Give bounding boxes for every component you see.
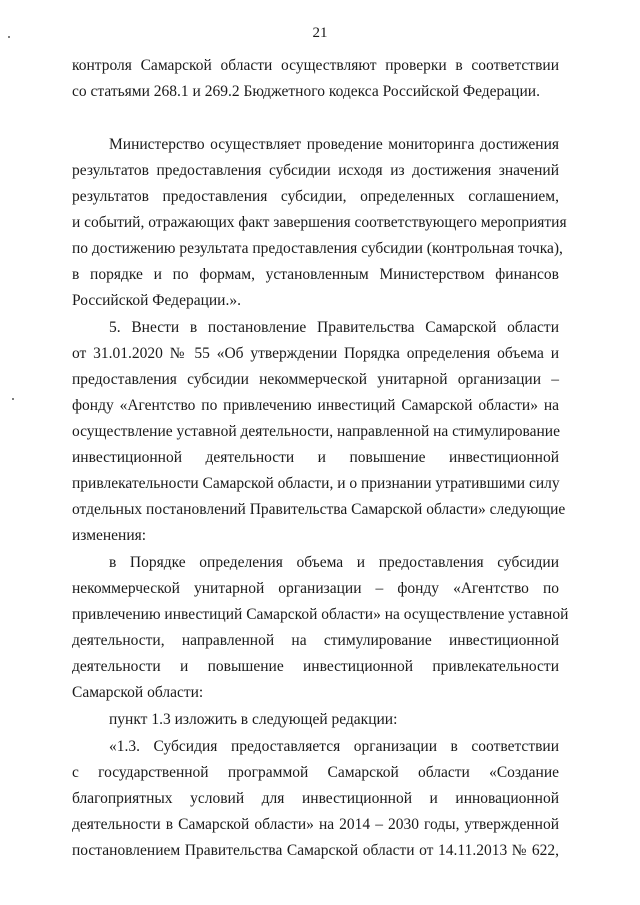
text-line: изменения: bbox=[72, 527, 147, 544]
text-line: и событий, отражающих факт завершения соответствующего мероприятия bbox=[72, 214, 567, 231]
text-line: предоставления субсидии некоммерческой унитарной организации – bbox=[72, 371, 559, 388]
text-line: привлечению инвестиций Самарской области» на осуществление уставной bbox=[72, 606, 569, 623]
text-line: Министерство осуществляет проведение мониторинга достижения bbox=[109, 136, 559, 153]
scan-speck bbox=[8, 36, 10, 38]
text-line: благоприятных условий для инвестиционной и инновационной bbox=[72, 790, 559, 807]
text-line: фонду «Агентство по привлечению инвестиций Самарской области» на bbox=[72, 397, 559, 414]
text-line: постановлением Правительства Самарской области от 14.11.2013 № 622, bbox=[72, 842, 559, 859]
text-line: с государственной программой Самарской области «Создание bbox=[72, 764, 559, 781]
text-line: инвестиционной деятельности и повышение инвестиционной bbox=[72, 449, 559, 466]
text-line: 5. Внести в постановление Правительства Самарской области bbox=[109, 319, 559, 336]
text-line: в Порядке определения объема и предоставления субсидии bbox=[109, 554, 559, 571]
text-line: результатов предоставления субсидии исходя из достижения значений bbox=[72, 162, 559, 179]
text-line: привлекательности Самарской области, и о признании утратившими силу bbox=[72, 475, 560, 492]
text-line: в порядке и по формам, установленным Министерством финансов bbox=[72, 266, 559, 283]
text-line: результатов предоставления субсидии, определенных соглашением, bbox=[72, 188, 559, 205]
text-line: пункт 1.3 изложить в следующей редакции: bbox=[109, 711, 398, 728]
text-line: Самарской области: bbox=[72, 684, 204, 701]
text-line: со статьями 268.1 и 269.2 Бюджетного кодекса Российской Федерации. bbox=[72, 83, 540, 100]
text-line: «1.3. Субсидия предоставляется организации в соответствии bbox=[109, 738, 559, 755]
text-line: деятельности в Самарской области» на 2014 – 2030 годы, утвержденной bbox=[72, 816, 559, 833]
text-line: от 31.01.2020 № 55 «Об утверждении Порядка определения объема и bbox=[72, 345, 559, 362]
text-line: контроля Самарской области осуществляют проверки в соответствии bbox=[72, 57, 559, 74]
scan-speck bbox=[12, 398, 14, 400]
text-line: некоммерческой унитарной организации – фонду «Агентство по bbox=[72, 580, 559, 597]
text-line: Российской Федерации.». bbox=[72, 292, 241, 309]
page-number: 21 bbox=[312, 25, 328, 41]
text-line: деятельности, направленной на стимулирование инвестиционной bbox=[72, 632, 559, 649]
text-line: отдельных постановлений Правительства Самарской области» следующие bbox=[72, 501, 566, 518]
text-line: осуществление уставной деятельности, направленной на стимулирование bbox=[72, 423, 560, 440]
text-line: по достижению результата предоставления субсидии (контрольная точка), bbox=[72, 240, 563, 257]
text-line: деятельности и повышение инвестиционной привлекательности bbox=[72, 658, 559, 675]
